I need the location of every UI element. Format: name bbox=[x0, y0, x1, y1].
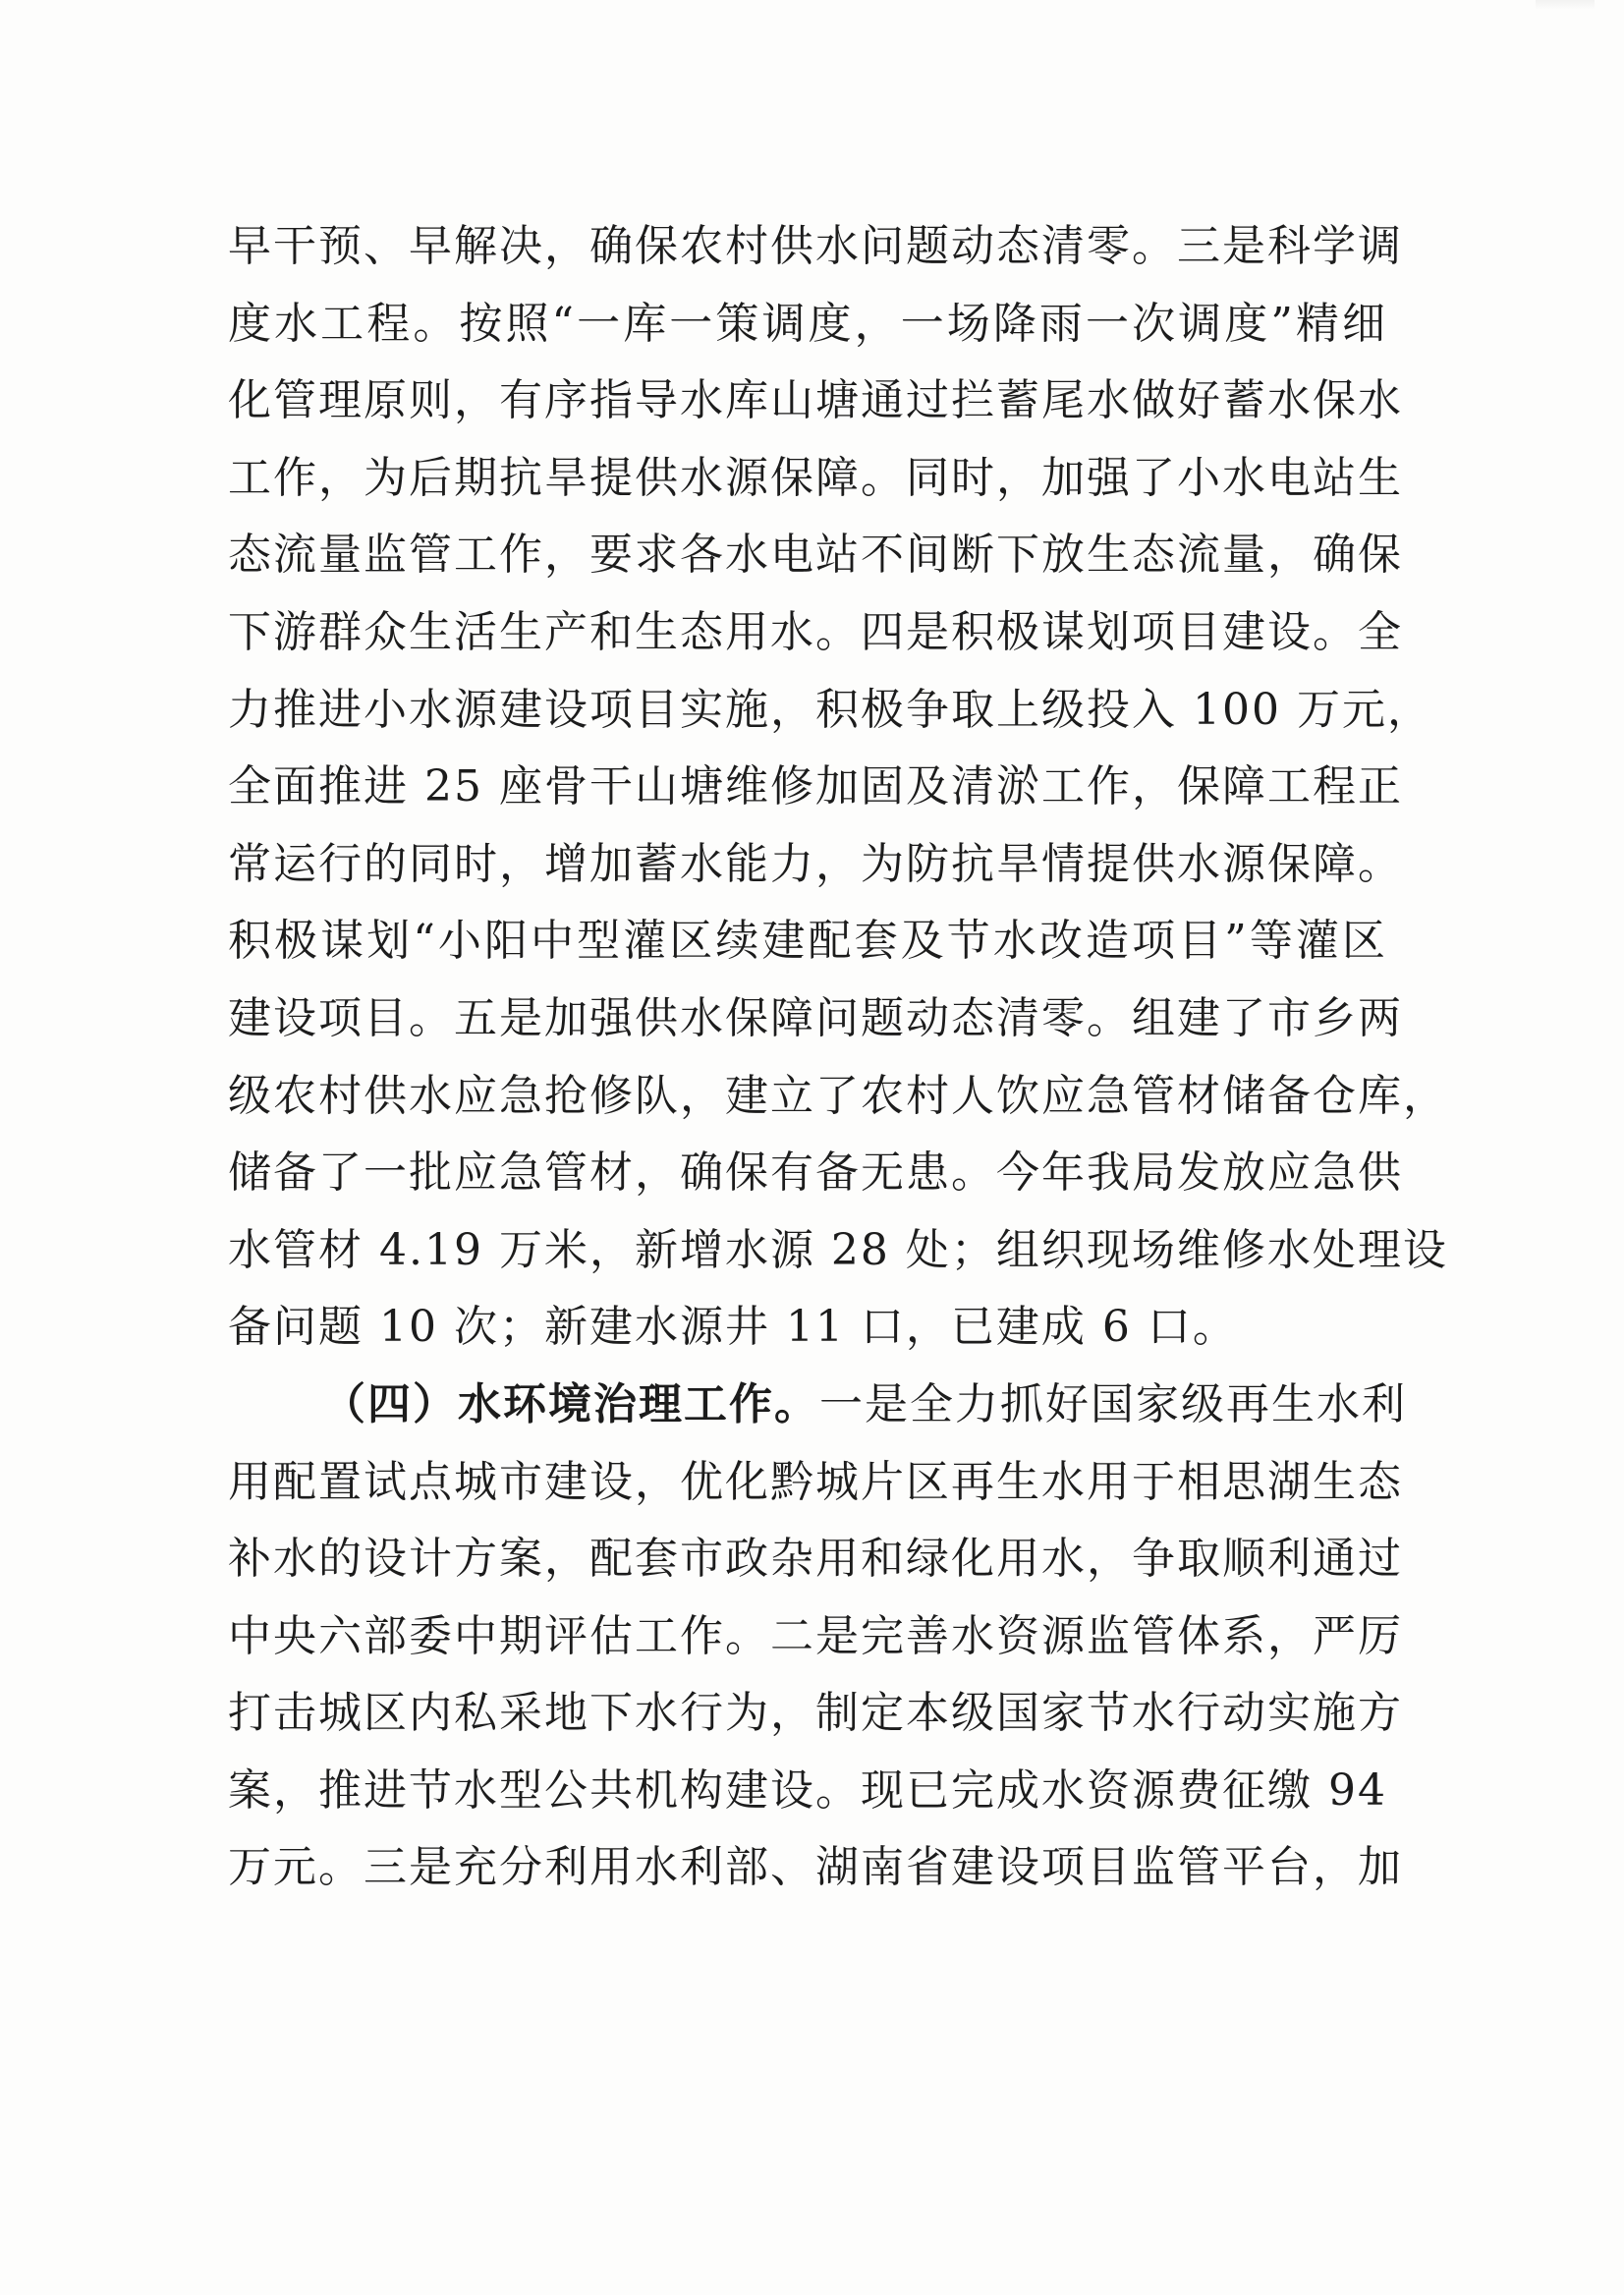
paragraph-line: 早干预、早解决，确保农村供水问题动态清零。三是科学调 bbox=[228, 221, 1403, 271]
paragraph-line: 工作，为后期抗旱提供水源保障。同时，加强了小水电站生 bbox=[228, 452, 1403, 503]
paragraph-line: 度水工程。按照“一库一策调度，一场降雨一次调度”精细 bbox=[228, 298, 1387, 349]
paragraph-line: 打击城区内私采地下水行为，制定本级国家节水行动实施方 bbox=[228, 1688, 1403, 1739]
paragraph-line: 案，推进节水型公共机构建设。现已完成水资源费征缴 94 bbox=[228, 1764, 1387, 1816]
paragraph-line: 储备了一批应急管材，确保有备无患。今年我局发放应急供 bbox=[228, 1148, 1403, 1199]
scan-edge-shadow bbox=[1536, 0, 1595, 10]
paragraph-line: 化管理原则，有序指导水库山塘通过拦蓄尾水做好蓄水保水 bbox=[228, 375, 1403, 426]
paragraph-line: 补水的设计方案，配套市政杂用和绿化用水，争取顺利通过 bbox=[228, 1534, 1403, 1585]
paragraph-line: 积极谋划“小阳中型灌区续建配套及节水改造项目”等灌区 bbox=[228, 916, 1387, 967]
paragraph-line: 中央六部委中期评估工作。二是完善水资源监管体系，严厉 bbox=[228, 1610, 1403, 1661]
section-first-line bbox=[228, 1367, 1407, 1444]
paragraph-line: 级农村供水应急抢修队，建立了农村人饮应急管材储备仓库， bbox=[228, 1070, 1448, 1121]
paragraph-line: 水管材 4.19 万米，新增水源 28 处；组织现场维修水处理设 bbox=[228, 1224, 1448, 1275]
paragraph-line: 万元。三是充分利用水利部、湖南省建设项目监管平台，加 bbox=[228, 1842, 1403, 1893]
paragraph-line: 用配置试点城市建设，优化黔城片区再生水用于相思湖生态 bbox=[228, 1456, 1403, 1507]
section-heading: （四）水环境治理工作。 bbox=[322, 1378, 819, 1429]
paragraph-line: 全面推进 25 座骨干山塘维修加固及清淤工作，保障工程正 bbox=[228, 761, 1403, 812]
document-body bbox=[228, 208, 1448, 1907]
section-first-line-text: 一是全力抓好国家级再生水利 bbox=[819, 1378, 1407, 1429]
paragraph-line: 力推进小水源建设项目实施，积极争取上级投入 100 万元， bbox=[228, 684, 1432, 735]
paragraph-line: 建设项目。五是加强供水保障问题动态清零。组建了市乡两 bbox=[228, 992, 1403, 1043]
paragraph-line: 态流量监管工作，要求各水电站不间断下放生态流量，确保 bbox=[228, 530, 1403, 581]
paragraph-line: 下游群众生活生产和生态用水。四是积极谋划项目建设。全 bbox=[228, 606, 1403, 657]
paragraph-line: 常运行的同时，增加蓄水能力，为防抗旱情提供水源保障。 bbox=[228, 838, 1403, 889]
paragraph-last-line: 备问题 10 次；新建水源井 11 口，已建成 6 口。 bbox=[228, 1302, 1238, 1353]
